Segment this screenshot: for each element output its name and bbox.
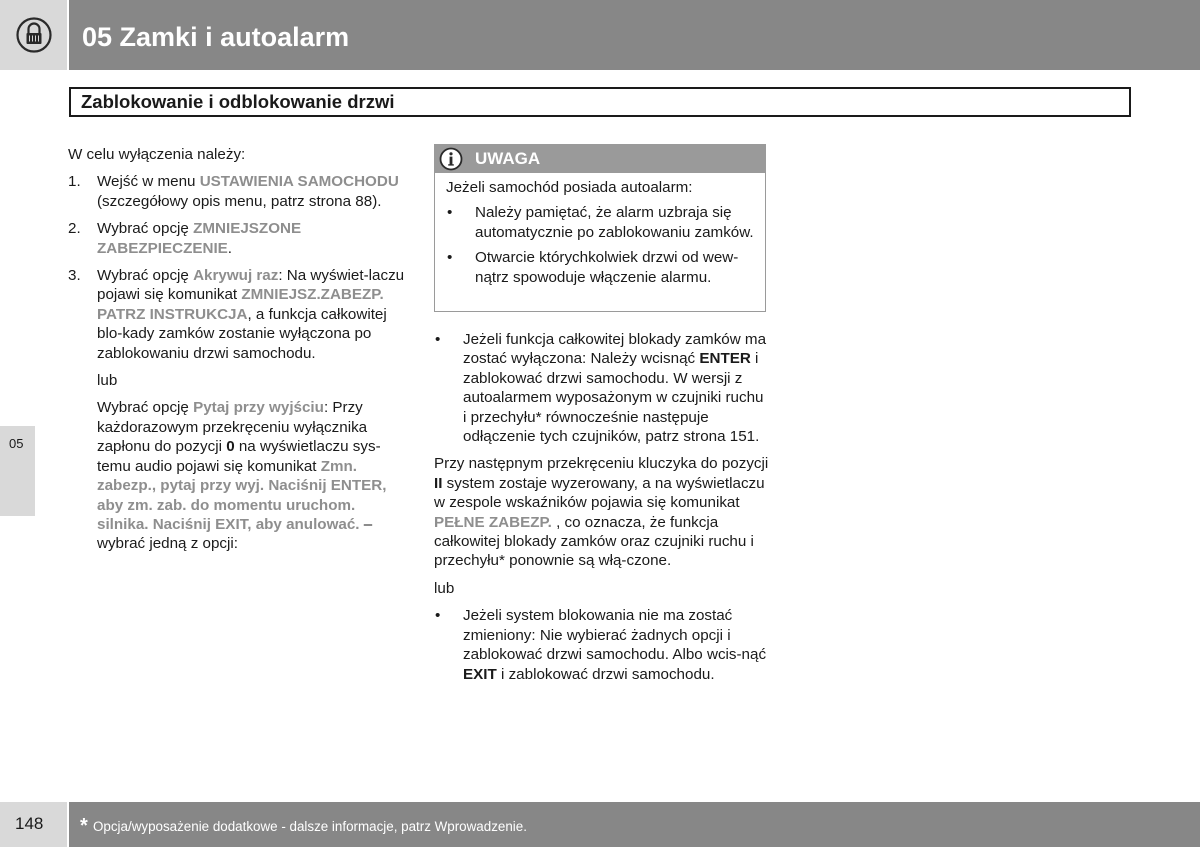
bullet-list	[434, 606, 769, 684]
bullet-list	[434, 330, 769, 446]
para-text: Przy następnym przekręceniu kluczyka do pozycji	[434, 455, 769, 473]
bullet-text: Jeżeli funkcja całkowitej blokady zamków ma zostać wyłączona: Należy wcisnąć	[463, 331, 767, 368]
step-number: 3.	[68, 267, 81, 285]
chapter-side-tab	[0, 426, 35, 516]
bullet-text: Jeżeli system blokowania nie ma zostać zmieniony: Nie wybierać żadnych opcji i zablokować drzwi samochodu. Albo wcis-nąć	[463, 607, 767, 664]
lock-icon	[16, 17, 52, 53]
page-number: 148	[15, 814, 44, 833]
message-highlight: PEŁNE ZABEZP.	[434, 513, 552, 531]
alternative-text	[97, 398, 408, 553]
steps-list	[68, 172, 408, 553]
info-icon	[439, 147, 463, 171]
step-item	[68, 266, 408, 554]
alt-text: Wybrać opcję	[97, 399, 194, 417]
left-column	[68, 145, 408, 562]
para-text: , co oznacza, że funkcja całkowitej blokady zamków oraz czujniki ruchu i przechyłu* ponownie są włą-czone.	[434, 513, 754, 570]
step-text: (szczegółowy opis menu, patrz strona 88).	[97, 192, 382, 210]
step-text: : Na wyświet-laczu pojawi się komunikat	[97, 267, 405, 304]
or-text: lub	[97, 372, 118, 390]
alt-text: – wybrać jedną z opcji:	[97, 515, 373, 553]
para-text: system zostaje wyzerowany, a na wyświetlaczu w zespole wskaźników pojawia się komunikat	[434, 474, 765, 512]
footnote-star: *	[80, 815, 88, 837]
step-text: Wejść w menu	[97, 173, 200, 191]
menu-highlight: ZMNIEJSZONE ZABEZPIECZENIE	[97, 220, 302, 257]
menu-highlight: USTAWIENIA SAMOCHODU	[199, 173, 399, 191]
note-bullet: • Należy pamiętać, że alarm uzbraja się automatycznie po zablokowaniu zamków.	[446, 203, 754, 242]
intro-text: W celu wyłączenia należy:	[68, 146, 246, 163]
right-column	[434, 330, 769, 692]
step-item	[68, 172, 408, 211]
chapter-tab-label: 05	[9, 436, 24, 451]
alt-text: na wyświetlaczu sys-temu audio pojawi się komunikat	[97, 438, 381, 475]
chapter-title-bar	[69, 0, 1200, 70]
step-text: Wybrać opcję	[97, 267, 194, 285]
paragraph	[434, 454, 769, 570]
bullet-text: i zablokować drzwi samochodu.	[496, 665, 715, 683]
menu-highlight: Akrywuj raz	[193, 267, 279, 285]
key-label: ENTER	[699, 350, 751, 368]
note-heading: UWAGA	[475, 149, 541, 168]
step-item	[68, 219, 408, 258]
alt-text: : Przy każdorazowym przekręceniu wyłącznika zapłonu do pozycji	[97, 399, 368, 456]
page-header	[0, 0, 1200, 70]
menu-highlight: Pytaj przy wyjściu	[193, 399, 324, 417]
message-highlight: ZMNIEJSZ.ZABEZP. PATRZ INSTRUKCJA	[97, 286, 384, 323]
footer-bar	[69, 802, 1200, 847]
page-number-box	[0, 802, 67, 847]
bullet-text: i zablokować drzwi samochodu. W wersji z autoalarmem wyposażonym w czujniki ruchu i przechyłu* równocześnie następuje odłączenie tych czujników, patrz strona 151.	[463, 350, 764, 446]
bullet-item	[434, 606, 769, 684]
step-text: Wybrać opcję	[97, 220, 194, 238]
step-text: , a funkcja całkowitej blo-kady zamków zostanie wyłączona po zablokowaniu drzwi samochodu.	[97, 305, 387, 362]
note-intro: Jeżeli samochód posiada autoalarm:	[446, 179, 693, 196]
step-text: .	[227, 239, 233, 257]
position-value: II	[434, 474, 443, 492]
note-header	[435, 145, 765, 173]
footnote-text: Opcja/wyposażenie dodatkowe - dalsze informacje, patrz Wprowadzenie.	[93, 819, 527, 834]
key-label: EXIT	[463, 665, 497, 683]
note-bullet: • Otwarcie którychkolwiek drzwi od wew-nątrz spowoduje włączenie alarmu.	[446, 248, 754, 287]
chapter-icon-box	[0, 0, 67, 70]
chapter-title: 05 Zamki i autoalarm	[82, 22, 350, 52]
warning-note-box	[434, 144, 766, 312]
note-body	[435, 173, 765, 287]
step-number: 1.	[68, 173, 81, 191]
step-number: 2.	[68, 220, 81, 238]
position-value: 0	[226, 438, 235, 456]
or-text: lub	[434, 579, 455, 597]
bullet-item	[434, 330, 769, 446]
section-title: Zablokowanie i odblokowanie drzwi	[69, 87, 1131, 117]
message-highlight: Zmn. zabezp., pytaj przy wyj. Naciśnij ENTER, aby zm. zab. do momentu uruchom. silnika. Naciśnij EXIT, aby anulować.	[97, 457, 387, 533]
note-bullet-list	[446, 203, 754, 287]
